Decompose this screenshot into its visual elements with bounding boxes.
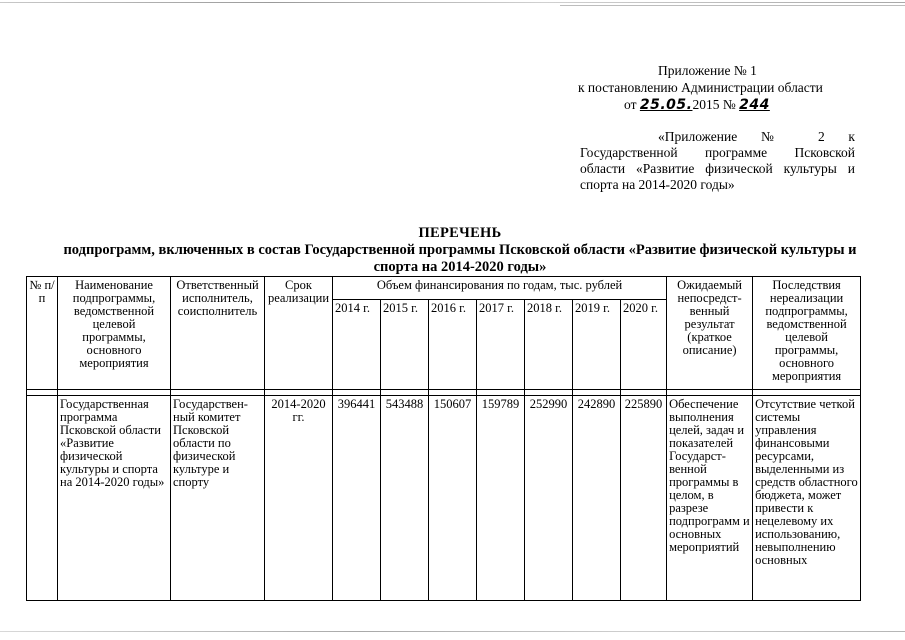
header-result: Ожидаемый непосредст-венный результат (краткое описание): [667, 277, 753, 390]
subprograms-table: [26, 276, 861, 601]
header-year: 2015 г.: [381, 300, 429, 390]
appendix-1-line2: к постановлению Администрации области: [578, 80, 823, 95]
row-name: Государственная программа Псковской области «Развитие физической культуры и спорта на 2014-2020 годы»: [58, 396, 171, 601]
row-value-2018: 252990: [525, 396, 573, 601]
row-value-2019: 242890: [573, 396, 621, 601]
title-line2: подпрограмм, включенных в состав Государственной программы Псковской области «Развитие физической культуры и спорта на 2014-2020 годы»: [63, 242, 857, 275]
appendix-2-header: [580, 129, 855, 193]
header-year: 2020 г.: [621, 300, 667, 390]
table-row: [27, 396, 861, 601]
header-name: Наименование подпрограммы, ведомственной целевой программы, основного мероприятия: [58, 277, 171, 390]
header-year: 2018 г.: [525, 300, 573, 390]
header-num: № п/п: [27, 277, 58, 390]
header-year: 2016 г.: [429, 300, 477, 390]
row-executor: Государствен-ный комитет Псковской области по физической культуре и спорту: [171, 396, 265, 601]
appendix-2-text: «Приложение № 2 к Государственной программе Псковской области «Развитие физической культуры и спорта на 2014-2020 годы»: [580, 129, 855, 192]
header-consequences: Последствия нереализации подпрограммы, ведомственной целевой программы, основного мероприятия: [753, 277, 861, 390]
header-year: 2014 г.: [333, 300, 381, 390]
scan-edge-top: [0, 2, 905, 3]
row-value-2017: 159789: [477, 396, 525, 601]
header-year: 2019 г.: [573, 300, 621, 390]
row-num: [27, 396, 58, 601]
header-financing: Объем финансирования по годам, тыс. рублей: [333, 277, 667, 300]
row-consequences: Отсутствие четкой системы управления финансовыми ресурсами, выделенными из средств областного бюджета, может привести к нецелевому их использованию, невыполнению основных: [753, 396, 861, 601]
appendix-1-line1: Приложение № 1: [658, 63, 757, 78]
date-prefix: от: [624, 97, 637, 112]
scan-edge-top-secondary: [560, 5, 905, 6]
handwritten-number: 244: [739, 97, 770, 113]
row-value-2015: 543488: [381, 396, 429, 601]
header-executor: Ответственный исполнитель, соисполнитель: [171, 277, 265, 390]
scan-edge-bottom: [0, 631, 905, 632]
row-value-2020: 225890: [621, 396, 667, 601]
header-term: Срок реализации: [265, 277, 333, 390]
appendix-1-header: [500, 62, 855, 114]
appendix-1-date-line: [500, 96, 855, 114]
row-value-2016: 150607: [429, 396, 477, 601]
row-value-2014: 396441: [333, 396, 381, 601]
handwritten-date: 25.05.: [639, 97, 693, 113]
header-year: 2017 г.: [477, 300, 525, 390]
row-result: Обеспечение выполнения целей, задач и показателей Государст-венной программы в целом, в разрезе подпрограмм и основных мероприятий: [667, 396, 753, 601]
row-term: 2014-2020 гг.: [265, 396, 333, 601]
year-suffix: 2015 №: [692, 97, 736, 112]
document-title: [60, 225, 860, 276]
title-line1: ПЕРЕЧЕНЬ: [418, 225, 502, 241]
